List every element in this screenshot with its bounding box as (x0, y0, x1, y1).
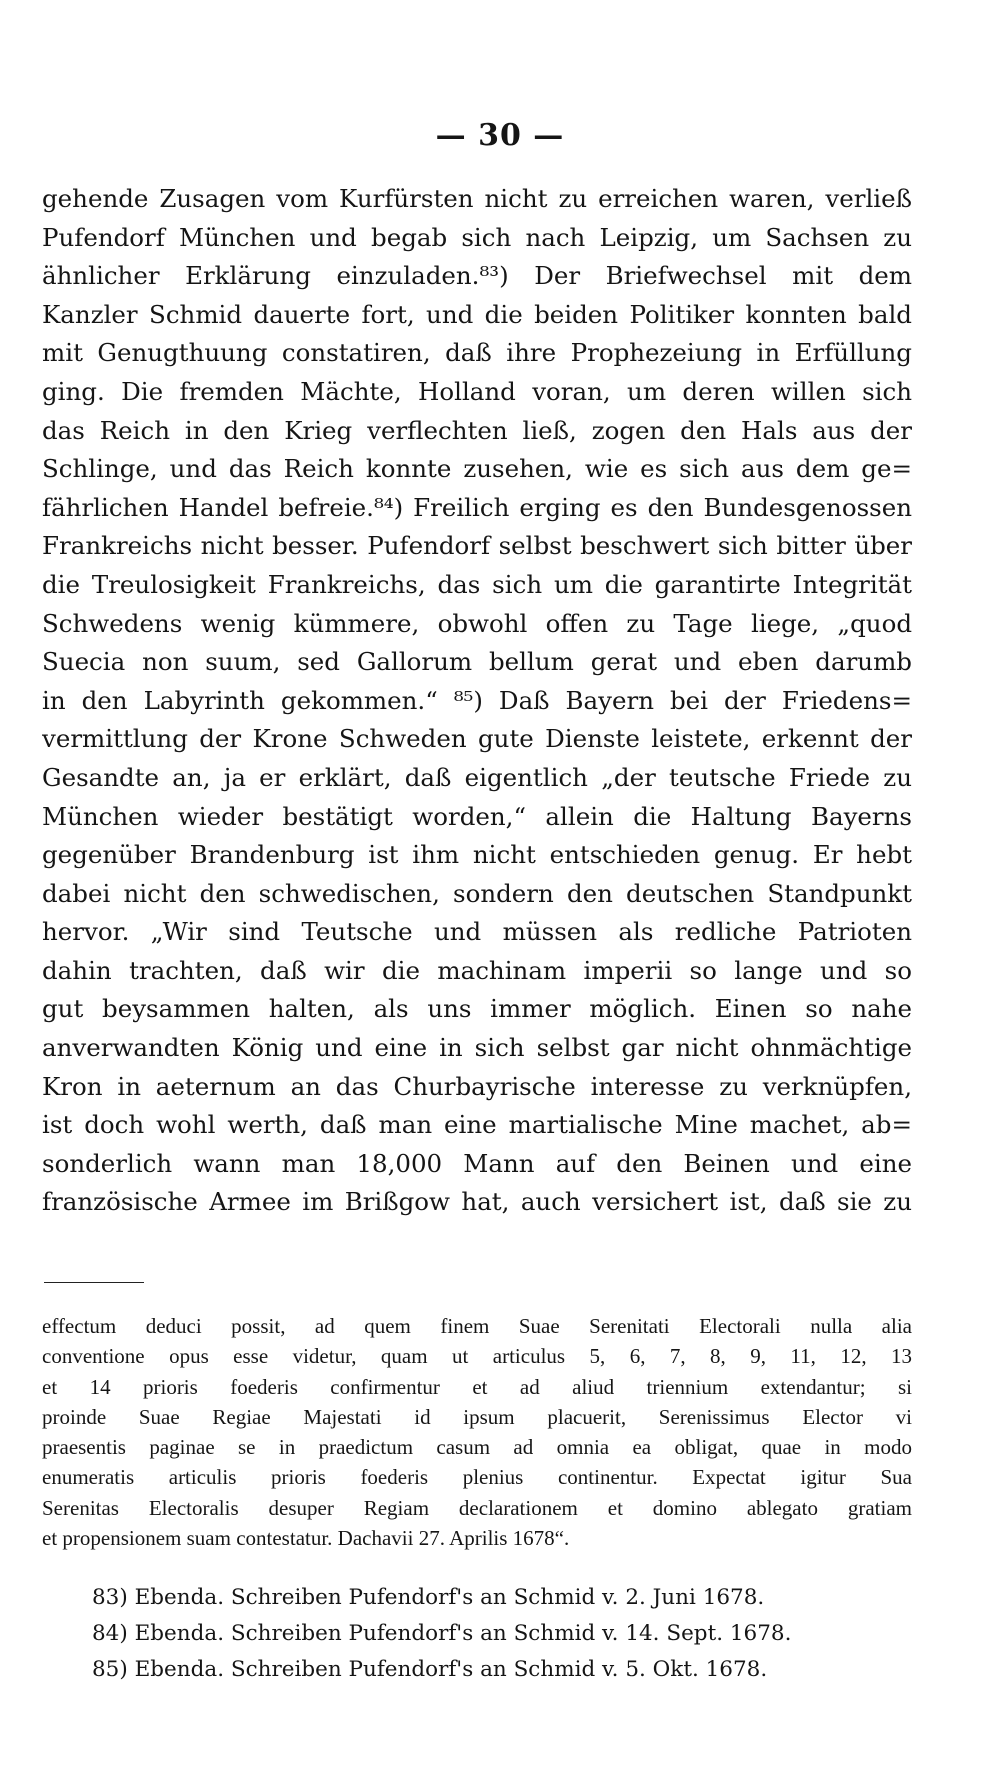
note-line: conventione opus esse videtur, quam ut articulus 5, 6, 7, 8, 9, 11, 12, 13 (42, 1344, 912, 1369)
text-line: fährlichen Handel befreie.⁸⁴) Freilich erging es den Bundesgenossen (42, 492, 912, 522)
text-line: Pufendorf München und begab sich nach Leipzig, um Sachsen zu (42, 222, 912, 252)
latin-note-continuation (42, 1311, 912, 1553)
text-line: hervor. „Wir sind Teutsche und müssen als redliche Patrioten (42, 917, 912, 947)
text-line: anverwandten König und eine in sich selbst gar nicht ohnmächtige (42, 1033, 912, 1063)
text-line: gegenüber Brandenburg ist ihm nicht entschieden genug. Er hebt (42, 840, 912, 870)
text-line: Frankreichs nicht besser. Pufendorf selbst beschwert sich bitter über (42, 531, 912, 561)
text-line: Schlinge, und das Reich konnte zusehen, wie es sich aus dem ge= (42, 454, 912, 484)
text-line: gehende Zusagen vom Kurfürsten nicht zu erreichen waren, verließ (42, 184, 912, 213)
text-line: das Reich in den Krieg verflechten ließ, zogen den Hals aus der (42, 415, 912, 445)
text-line: in den Labyrinth gekommen.“ ⁸⁵) Daß Bayern bei der Friedens= (42, 685, 912, 715)
text-line: München wieder bestätigt worden,“ allein die Haltung Bayerns (42, 801, 912, 831)
note-line: et propensionem suam contestatur. Dachavii 27. Aprilis 1678“. (42, 1526, 570, 1551)
text-line: Schwedens wenig kümmere, obwohl offen zu Tage liege, „quod (42, 608, 912, 638)
note-line: praesentis paginae se in praedictum casum ad omnia ea obligat, quae in modo (42, 1435, 912, 1460)
text-line: sonderlich wann man 18,000 Mann auf den Beinen und eine (42, 1148, 912, 1178)
text-line: die Treulosigkeit Frankreichs, das sich um die garantirte Integrität (42, 569, 912, 599)
text-line: dabei nicht den schwedischen, sondern den deutschen Standpunkt (42, 878, 912, 908)
footnotes (92, 1580, 892, 1688)
footnote-separator (44, 1282, 144, 1283)
footnote-83: 83) Ebenda. Schreiben Pufendorf's an Schmid v. 2. Juni 1678. (92, 1585, 765, 1610)
footnote-84: 84) Ebenda. Schreiben Pufendorf's an Schmid v. 14. Sept. 1678. (92, 1621, 792, 1646)
text-line: Gesandte an, ja er erklärt, daß eigentlich „der teutsche Friede zu (42, 762, 912, 792)
text-line: Kanzler Schmid dauerte fort, und die beiden Politiker konnten bald (42, 299, 912, 329)
note-line: Serenitas Electoralis desuper Regiam declarationem et domino ablegato gratiam (42, 1495, 912, 1520)
text-line: ist doch wohl werth, daß man eine martialische Mine machet, ab= (42, 1110, 912, 1140)
footnote-85: 85) Ebenda. Schreiben Pufendorf's an Schmid v. 5. Okt. 1678. (92, 1657, 768, 1682)
page-number: — 30 — (435, 118, 565, 153)
text-line: ähnlicher Erklärung einzuladen.⁸³) Der Briefwechsel mit dem (42, 261, 912, 291)
text-line: Suecia non suum, sed Gallorum bellum gerat und eben darumb (42, 647, 912, 677)
note-line: et 14 prioris foederis confirmentur et ad aliud triennium extendantur; si (42, 1374, 912, 1399)
text-line: mit Genugthuung constatiren, daß ihre Prophezeiung in Erfüllung (42, 338, 912, 368)
note-line: effectum deduci possit, ad quem finem Suae Serenitati Electorali nulla alia (42, 1314, 912, 1338)
text-line: französische Armee im Brißgow hat, auch versichert ist, daß sie zu (42, 1187, 912, 1217)
text-line: vermittlung der Krone Schweden gute Dienste leistete, erkennt der (42, 724, 912, 754)
note-line: proinde Suae Regiae Majestati id ipsum placuerit, Serenissimus Elector vi (42, 1404, 912, 1429)
text-line: ging. Die fremden Mächte, Holland voran, um deren willen sich (42, 376, 912, 406)
text-line: Kron in aeternum an das Churbayrische interesse zu verknüpfen, (42, 1071, 912, 1101)
text-line: dahin trachten, daß wir die machinam imperii so lange und so (42, 955, 912, 985)
text-line: gut beysammen halten, als uns immer möglich. Einen so nahe (42, 994, 912, 1024)
note-line: enumeratis articulis prioris foederis plenius continentur. Expectat igitur Sua (42, 1465, 912, 1490)
main-text (42, 180, 912, 1222)
